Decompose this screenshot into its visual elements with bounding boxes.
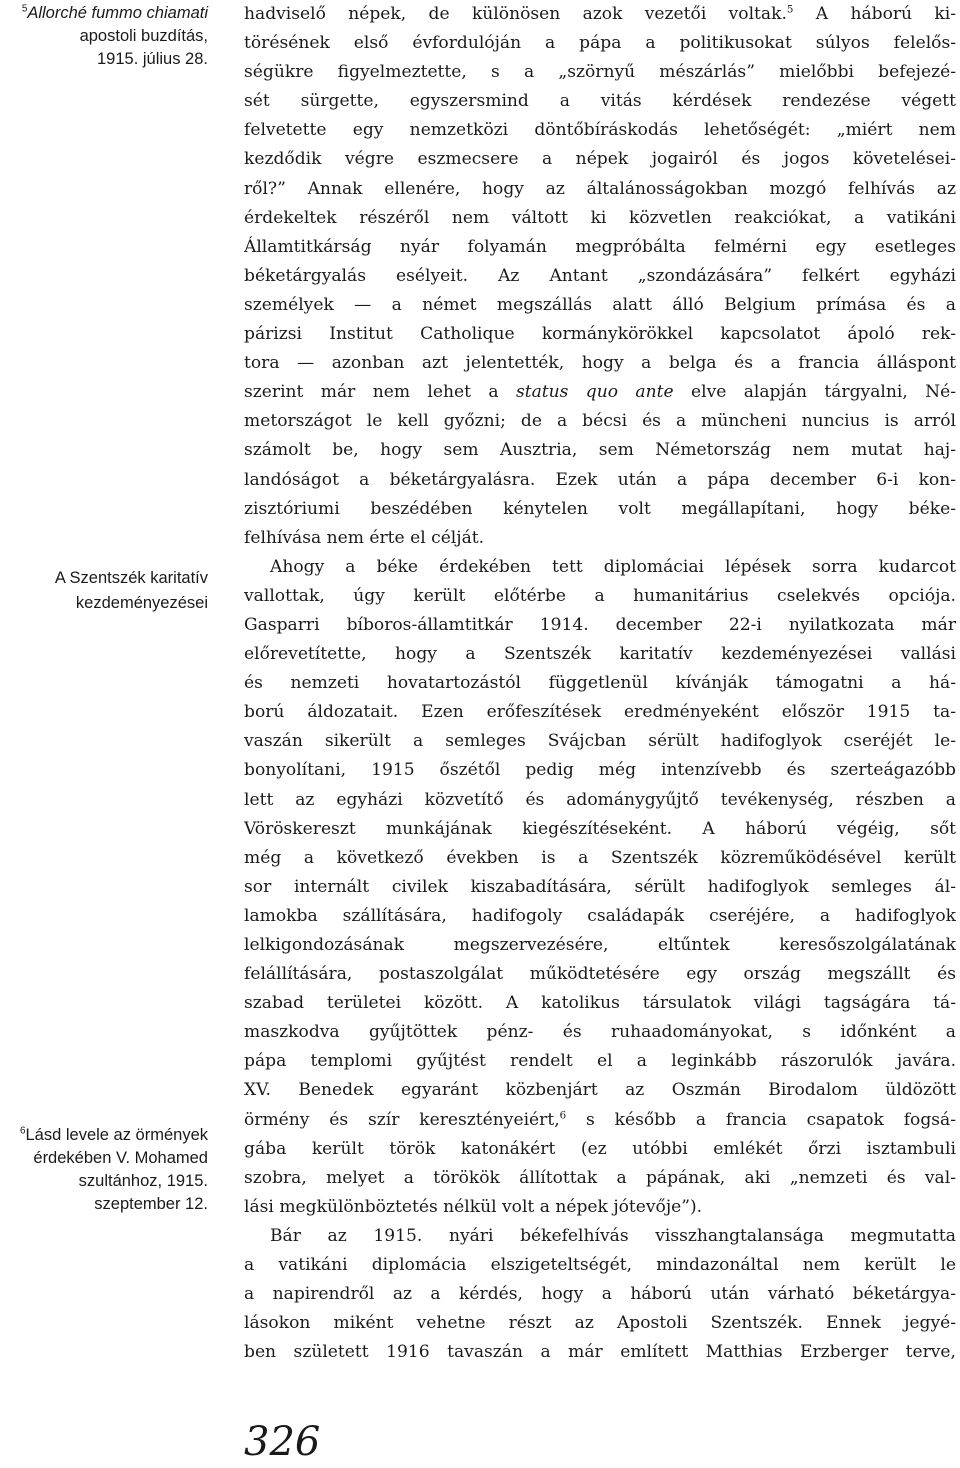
footnote-ref: 5 [786, 3, 794, 16]
text-line: örmény és szír keresztényeiért,$^6$ s később a francia csapatok fogsá- [244, 1108, 956, 1130]
margin-note-text: érdekében V. Mohamed [33, 1149, 208, 1167]
page-number: 326 [244, 1419, 321, 1465]
text-line: Államtitkárság nyár folyamán megpróbálta felmérni egy esetleges [244, 236, 956, 257]
text-line: lett az egyházi közvetítő és adománygyűjtő tevékenység, részben a [244, 789, 956, 810]
text-line: szabad területei között. A katolikus társulatok világi tagságára tá- [244, 993, 956, 1014]
italic-phrase: status quo ante [515, 382, 674, 403]
text-line: lásokon miként vehetne részt az Apostoli Szentszék. Ennek jegyé- [244, 1313, 956, 1334]
text-line: személyek — a német megszállás alatt álló Belgium prímása és a [244, 294, 956, 315]
text-line: Gasparri bíboros-államtitkár 1914. december 22-i nyilatkozata már [244, 614, 956, 635]
paragraph [244, 0, 956, 553]
text-line: vallottak, úgy került előtérbe a humanitárius cselekvés opciója. [244, 585, 956, 606]
text-line: Vöröskereszt munkájának kiegészítéseként. A háború végéig, sőt [244, 818, 956, 839]
text-line: hadviselő népek, de különösen azok vezetői voltak.$^5$ A háború ki- [244, 3, 956, 24]
text-line: maszkodva gyűjtöttek pénz- és ruhaadományokat, s időnként a [244, 1022, 956, 1043]
text-line: felhívása nem érte el célját. [244, 527, 485, 548]
text-line: pápa templomi gyűjtést rendelt el a leginkább rászorulók javára. [244, 1051, 956, 1072]
margin-note-text: 1915. július 28. [97, 50, 208, 68]
text-line: és nemzeti hovatartozástól függetlenül kívánják támogatni a há- [244, 673, 956, 694]
text-line: Bár az 1915. nyári békefelhívás visszhangtalansága megmutatta [270, 1225, 956, 1246]
text-line: lási megkülönböztetés nélkül volt a népek jótevője”). [244, 1196, 703, 1217]
text-line: párizsi Institut Catholique kormánykörökkel kapcsolatot ápoló rek- [244, 324, 956, 345]
text-line: tora — azonban azt jelentették, hogy a belga és a francia álláspont [244, 353, 956, 374]
side-heading [0, 566, 208, 616]
text-line: számolt be, hogy sem Ausztria, sem Németország nem mutat haj- [244, 440, 956, 461]
text-line: zisztóriumi beszédében kénytelen volt megállapítani, hogy béke- [244, 498, 956, 519]
text-line: ről?” Annak ellenére, hogy az általánosságokban mozgó felhívás az [244, 178, 956, 199]
body-text [244, 0, 956, 1367]
text-line: felállítására, postaszolgálat működtetésére egy ország megszállt és [244, 964, 956, 985]
text-line: a vatikáni diplomácia elszigeteltségét, mindazonáltal nem került le [244, 1255, 956, 1276]
text-line: landóságot a béketárgyalásra. Ezek után a pápa december 6-i kon- [244, 469, 956, 490]
text-line: ború áldozatait. Ezen erőfeszítések eredményeként először 1915 ta- [244, 702, 956, 723]
margin-note-6 [0, 1124, 208, 1216]
margin-note-text: Allorché fummo chiamati [27, 4, 208, 22]
footnote-marker: 6 [19, 1125, 26, 1137]
text-line: metországot le kell győzni; de a bécsi és a müncheni nuncius is arról [244, 411, 956, 432]
text-line: ben született 1916 tavaszán a már említett Matthias Erzberger terve, [244, 1342, 956, 1363]
margin-note-text: apostoli buzdítás, [79, 27, 208, 45]
text-line: ségükre figyelmeztette, s a „szörnyű mészárlás” mielőbbi befejezé- [244, 62, 956, 83]
text-line: kezdődik végre eszmecsere a népek jogairól és jogos követelései- [244, 149, 956, 170]
paragraph [244, 1222, 956, 1367]
footnote-ref: 6 [559, 1108, 567, 1121]
text-line: törésének első évfordulóján a pápa a politikusokat súlyos felelős- [244, 33, 956, 54]
text-line: Ahogy a béke érdekében tett diplomáciai lépések sorra kudarcot [270, 556, 956, 577]
margin-note-text: szultánhoz, 1915. [78, 1172, 208, 1190]
text-line: felvetette egy nemzetközi döntőbíráskodás lehetőségét: „miért nem [244, 120, 956, 141]
text-line: lamokba szállítására, hadifogoly családapák cseréjére, a hadifoglyok [244, 905, 956, 926]
text-line: még a következő években is a Szentszék közreműködésével került [244, 847, 956, 868]
footnote-marker: 5 [21, 3, 28, 15]
side-heading-line: kezdeményezései [75, 594, 208, 612]
text-line: lelkigondozásának megszervezésére, eltűntek keresőszolgálatának [244, 935, 956, 955]
text-line: sét sürgette, egyszersmind a vitás kérdések rendezése végett [244, 91, 956, 112]
text-line: előrevetítette, hogy a Szentszék karitatív kezdeményezései vallási [244, 644, 956, 665]
margin-column [0, 0, 212, 1468]
text-line: bonyolítani, 1915 őszétől pedig még intenzívebb és szerteágazóbb [244, 760, 956, 781]
text-line: sor internált civilek kiszabadítására, sérült hadifoglyok semleges ál- [244, 876, 956, 897]
text-line: XV. Benedek egyaránt közbenjárt az Oszmán Birodalom üldözött [244, 1080, 956, 1101]
margin-note-text: Lásd levele az örmények [25, 1126, 208, 1144]
text-line: vaszán sikerült a semleges Svájcban sérült hadifoglyok cseréjét le- [244, 731, 956, 752]
margin-note-text: szeptember 12. [94, 1195, 208, 1213]
paragraph [244, 553, 956, 1222]
text-line: szobra, melyet a törökök állítottak a pápának, aki „nemzeti és val- [244, 1167, 956, 1188]
text-line: szerint már nem lehet a status quo ante elve alapján tárgyalni, Né- [244, 382, 956, 403]
text-line: béketárgyalás esélyeit. Az Antant „szondázására” felkért egyházi [244, 265, 956, 286]
side-heading-line: A Szentszék karitatív [54, 569, 208, 587]
text-line: érdekeltek részéről nem váltott ki közvetlen reakciókat, a vatikáni [244, 207, 956, 228]
text-line: a napirendről az a kérdés, hogy a háború után várható béketárgya- [244, 1284, 956, 1305]
margin-note-5 [0, 2, 208, 71]
text-line: gába került török katonákért (ez utóbbi emlékét őrzi isztambuli [244, 1138, 956, 1159]
